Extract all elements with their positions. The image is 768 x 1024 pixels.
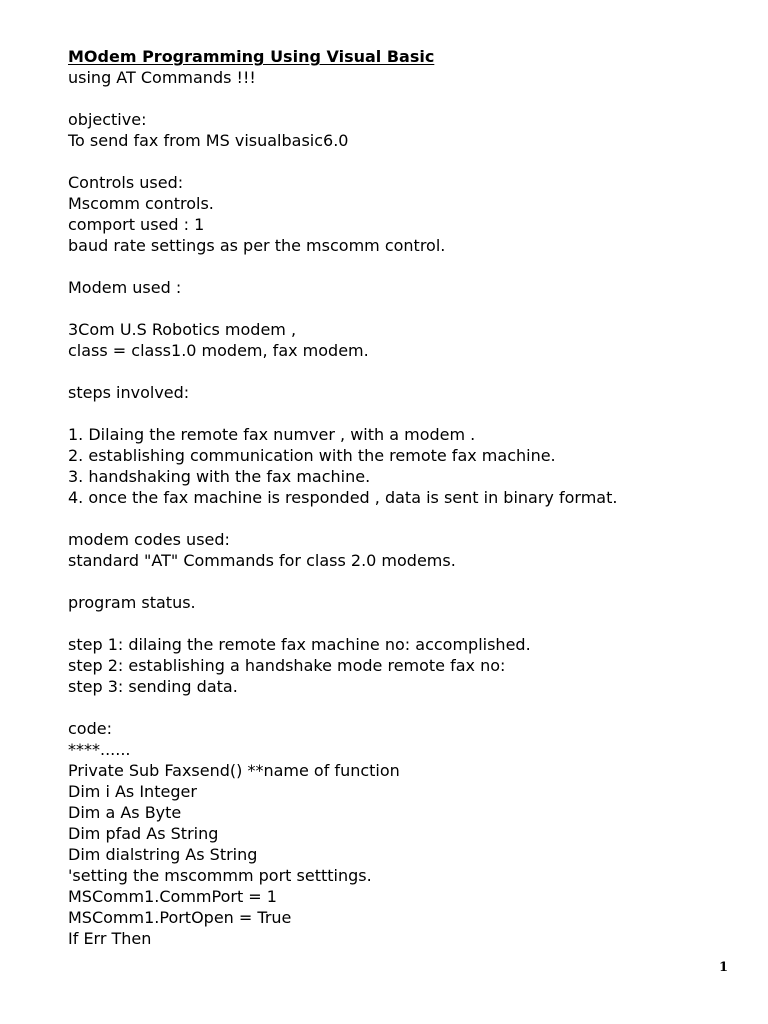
controls-line: baud rate settings as per the mscomm control. (68, 236, 446, 255)
spacer (68, 361, 748, 382)
code-line: Dim pfad As String (68, 824, 219, 843)
objective-text: To send fax from MS visualbasic6.0 (68, 131, 349, 150)
step-item: 3. handshaking with the fax machine. (68, 467, 371, 486)
step-item: 1. Dilaing the remote fax numver , with a modem . (68, 425, 476, 444)
objective-heading: objective: (68, 110, 147, 129)
page-number: 1 (718, 960, 728, 975)
code-line: MSComm1.PortOpen = True (68, 908, 292, 927)
code-line: Dim i As Integer (68, 782, 197, 801)
steps-heading: steps involved: (68, 383, 190, 402)
modem-line: 3Com U.S Robotics modem , (68, 320, 297, 339)
code-line: Private Sub Faxsend() **name of function (68, 761, 400, 780)
document-body (68, 46, 748, 949)
step-item: 2. establishing communication with the remote fax machine. (68, 446, 556, 465)
code-line: Dim a As Byte (68, 803, 182, 822)
spacer (68, 403, 748, 424)
document-subtitle: using AT Commands !!! (68, 68, 256, 87)
spacer (68, 613, 748, 634)
spacer (68, 256, 748, 277)
code-line: ****...... (68, 740, 131, 759)
code-line: Dim dialstring As String (68, 845, 258, 864)
spacer (68, 298, 748, 319)
spacer (68, 697, 748, 718)
modem-codes-text: standard "AT" Commands for class 2.0 modems. (68, 551, 456, 570)
step-item: 4. once the fax machine is responded , data is sent in binary format. (68, 488, 618, 507)
code-heading: code: (68, 719, 112, 738)
spacer (68, 151, 748, 172)
code-line: 'setting the mscommm port setttings. (68, 866, 372, 885)
spacer (68, 88, 748, 109)
controls-line: Mscomm controls. (68, 194, 214, 213)
modem-heading: Modem used : (68, 278, 182, 297)
status-item: step 3: sending data. (68, 677, 238, 696)
spacer (68, 571, 748, 592)
modem-codes-heading: modem codes used: (68, 530, 230, 549)
controls-line: comport used : 1 (68, 215, 205, 234)
program-status-heading: program status. (68, 593, 196, 612)
code-line: If Err Then (68, 929, 152, 948)
controls-heading: Controls used: (68, 173, 184, 192)
spacer (68, 508, 748, 529)
modem-line: class = class1.0 modem, fax modem. (68, 341, 369, 360)
document-title: MOdem Programming Using Visual Basic (68, 47, 435, 66)
status-item: step 1: dilaing the remote fax machine no: accomplished. (68, 635, 531, 654)
code-line: MSComm1.CommPort = 1 (68, 887, 277, 906)
status-item: step 2: establishing a handshake mode remote fax no: (68, 656, 506, 675)
